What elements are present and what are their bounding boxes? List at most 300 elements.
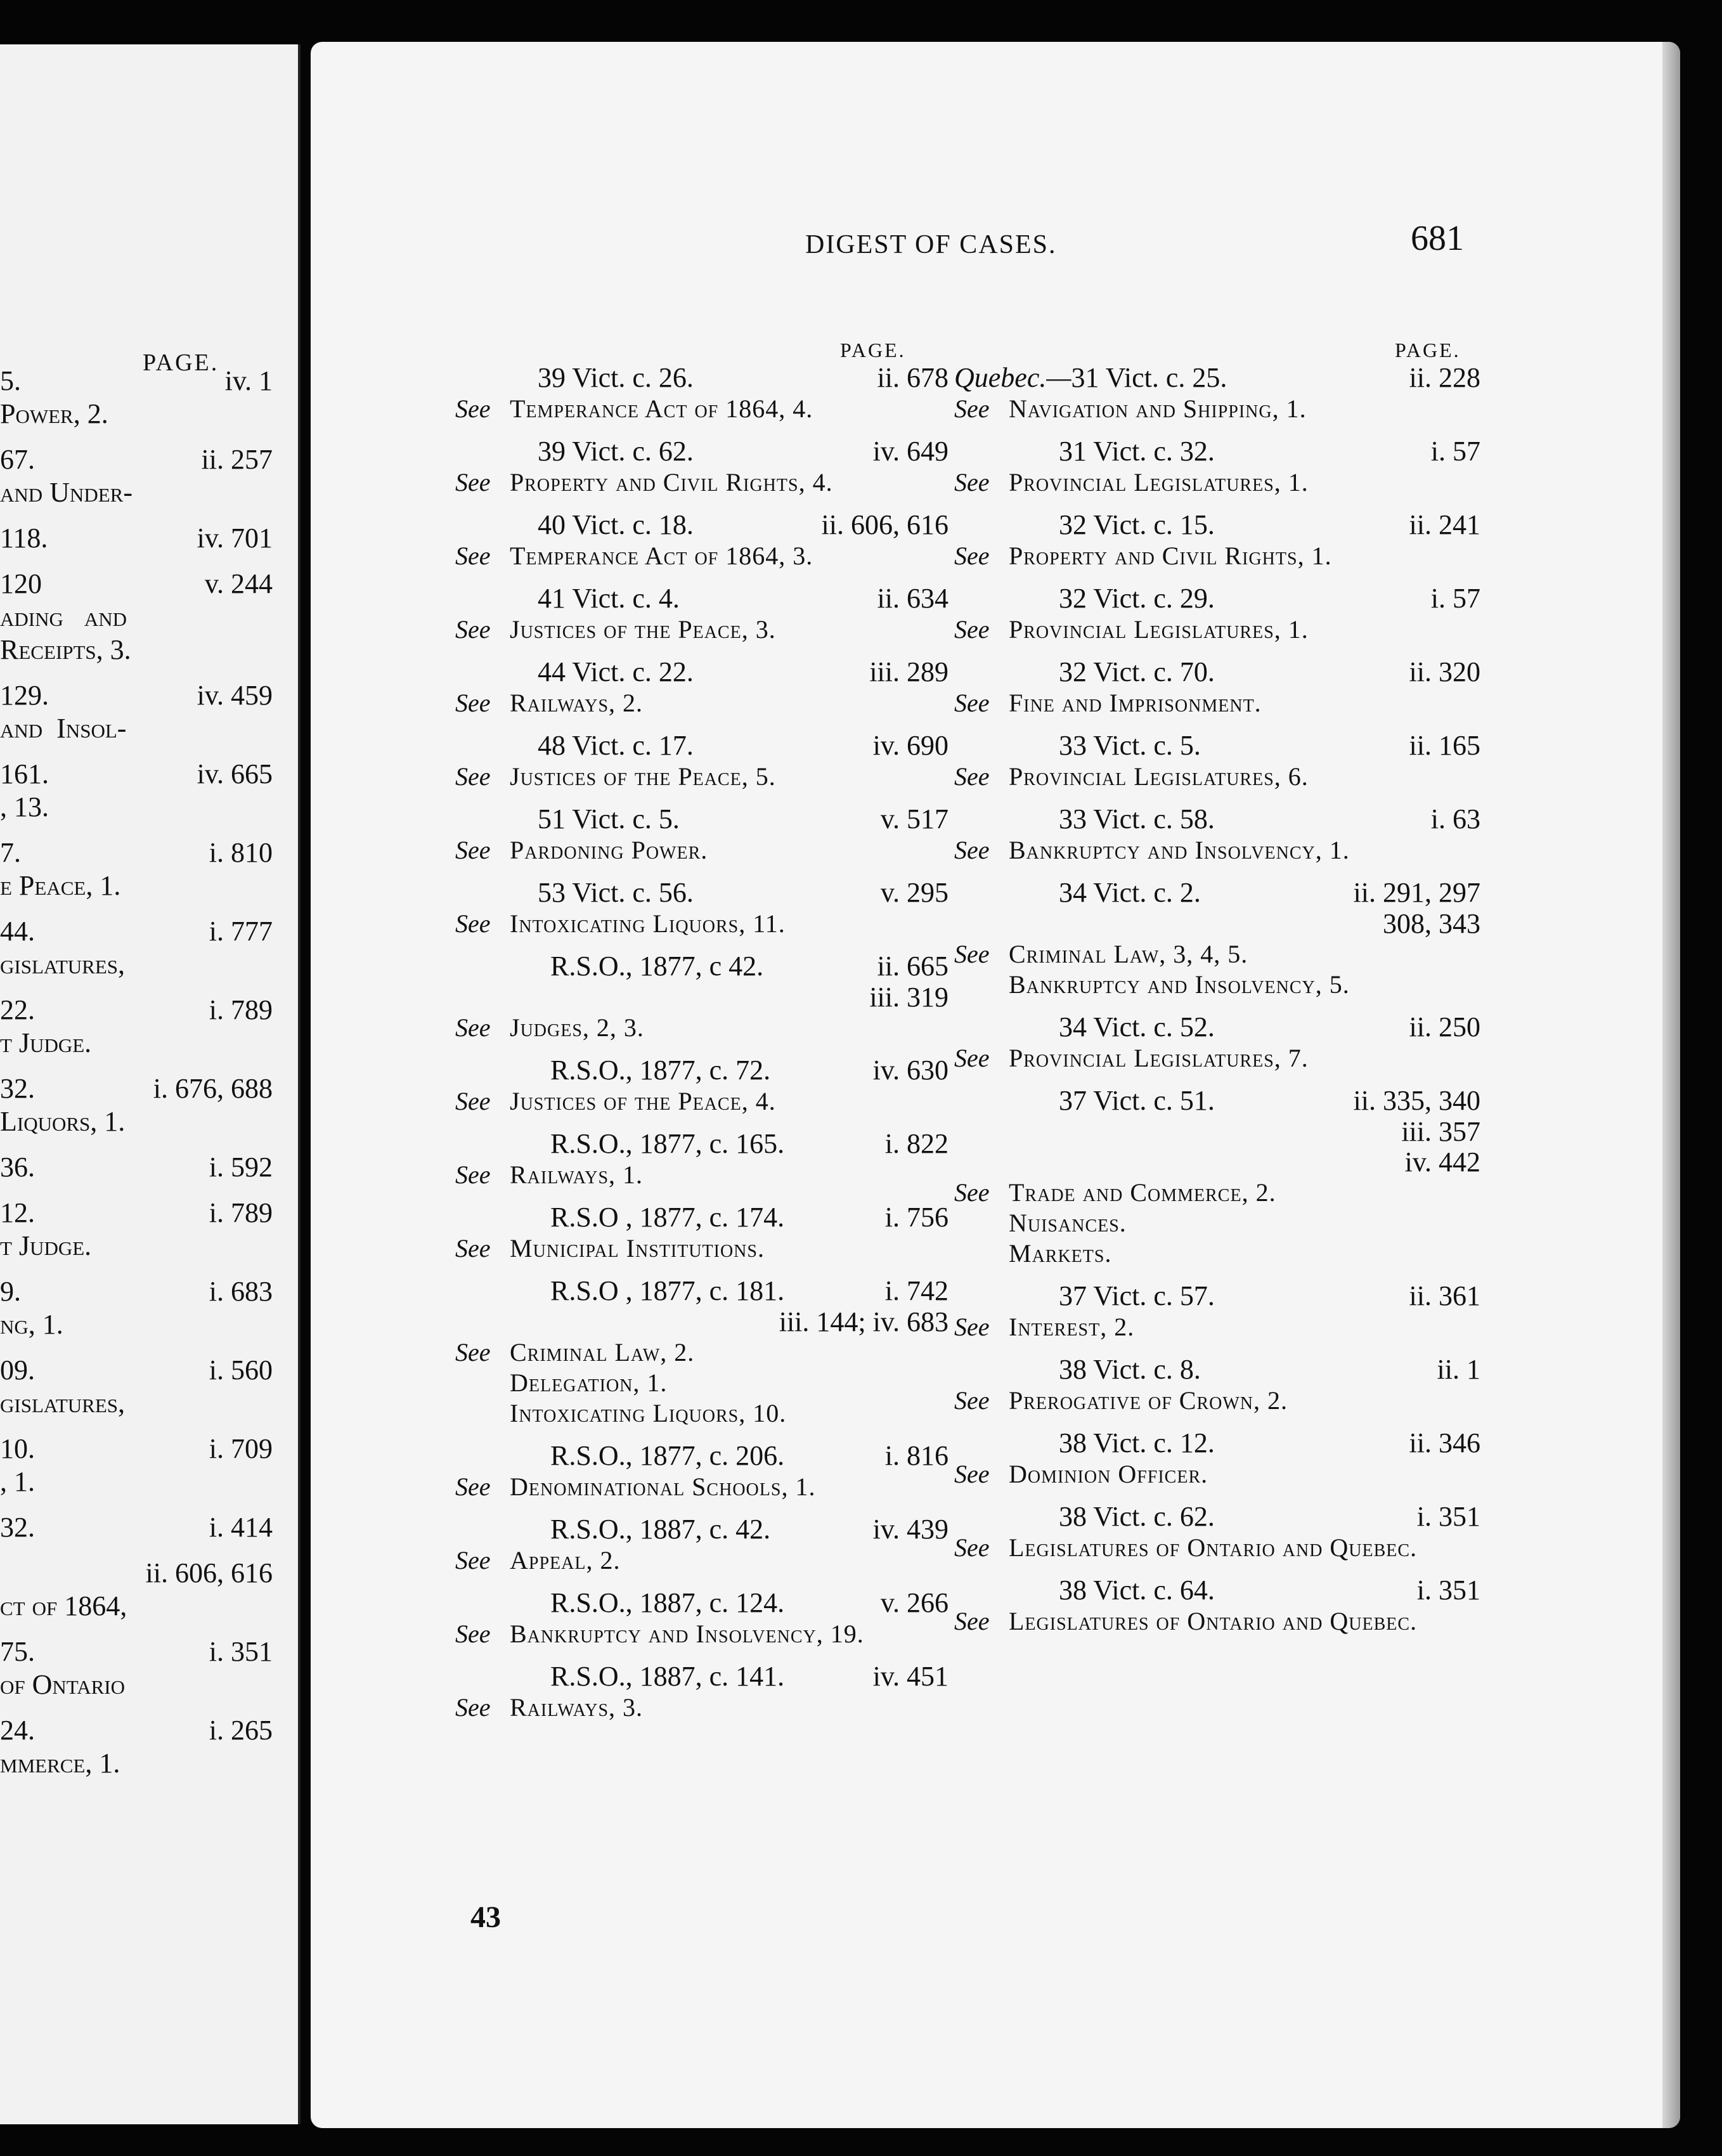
- reference-continuation: iii. 357: [1401, 1116, 1480, 1147]
- statute-citation: 41 Vict. c. 4.: [538, 583, 680, 614]
- digest-entry: [455, 1055, 948, 1117]
- statute-citation: 34 Vict. c. 2.: [1059, 877, 1201, 908]
- cross-reference: [455, 688, 948, 718]
- cross-reference: [954, 614, 1480, 645]
- left-fragment-text: Liquors, 1.: [0, 1106, 126, 1137]
- entry-citation: [954, 509, 1480, 541]
- volume-page-reference: i. 756: [884, 1202, 948, 1233]
- left-fragment-text: 67.: [0, 444, 35, 475]
- entry-citation: [455, 730, 948, 762]
- volume-page-reference: ii. 291, 297: [1353, 877, 1480, 908]
- volume-page-reference: iii. 289: [869, 656, 948, 687]
- see-label: See: [954, 542, 990, 570]
- cross-reference-topic: Temperance Act of 1864, 4.: [510, 394, 813, 423]
- volume-page-reference: iv. 630: [872, 1055, 948, 1086]
- cross-reference-topic: Interest, 2.: [1009, 1313, 1135, 1341]
- page-number: 681: [1411, 219, 1464, 258]
- cross-reference-topic: Legislatures of Ontario and Quebec.: [1009, 1607, 1418, 1635]
- entry-citation: [954, 656, 1480, 688]
- see-label: See: [455, 468, 491, 497]
- statute-citation: R.S.O , 1877, c. 174.: [550, 1202, 785, 1233]
- left-fragment-text: ct of 1864,: [0, 1590, 127, 1621]
- entry-citation: [455, 803, 948, 835]
- left-fragment-text: , 1.: [0, 1466, 35, 1497]
- entry-citation: [455, 1661, 948, 1692]
- volume-page-reference: i. 63: [1430, 803, 1480, 834]
- digest-entry: [455, 951, 948, 1043]
- cross-reference-topic: Legislatures of Ontario and Quebec.: [1009, 1533, 1418, 1562]
- cross-reference: [455, 1368, 948, 1398]
- volume-page-reference: i. 351: [1416, 1575, 1480, 1606]
- see-label: See: [954, 762, 990, 791]
- entry-citation: [455, 656, 948, 688]
- volume-page-reference: i. 822: [884, 1128, 948, 1159]
- see-label: See: [954, 1386, 990, 1415]
- digest-entry: [954, 362, 1480, 424]
- left-fragment-ref: i. 265: [209, 1715, 273, 1746]
- left-page-header: PAGE.: [143, 349, 219, 376]
- left-fragment-ref: ii. 257: [201, 444, 273, 475]
- see-label: See: [954, 836, 990, 864]
- left-fragment-text: 120: [0, 568, 42, 599]
- left-fragment-ref: i. 351: [209, 1636, 273, 1667]
- see-label: See: [954, 940, 990, 968]
- see-label: See: [954, 1044, 990, 1072]
- cross-reference-topic: Prerogative of Crown, 2.: [1009, 1386, 1288, 1415]
- volume-page-reference: v. 517: [880, 803, 948, 834]
- volume-page-reference: ii. 335, 340: [1353, 1085, 1480, 1116]
- volume-page-reference: ii. 361: [1409, 1280, 1480, 1311]
- left-fragment-text: 118.: [0, 523, 48, 554]
- volume-page-reference: iv. 439: [872, 1514, 948, 1545]
- digest-entry: [455, 436, 948, 498]
- statute-citation: [954, 362, 1227, 394]
- left-fragment-text: 7.: [0, 837, 21, 868]
- cross-reference: [455, 1337, 948, 1368]
- cross-reference: [455, 1233, 948, 1264]
- see-label: See: [954, 468, 990, 497]
- entry-citation: [954, 1085, 1480, 1117]
- see-label: See: [455, 1472, 491, 1501]
- see-label: See: [455, 1013, 491, 1042]
- left-fragment-text: Power, 2.: [0, 398, 108, 429]
- left-fragment-text: 9.: [0, 1276, 21, 1307]
- left-fragment-text: 36.: [0, 1152, 35, 1183]
- left-fragment-text: t Judge.: [0, 1027, 92, 1058]
- cross-reference: [455, 1398, 948, 1429]
- statute-citation: 40 Vict. c. 18.: [538, 509, 694, 540]
- right-column-page-label: PAGE.: [1395, 339, 1461, 361]
- left-fragment-text: and Insol-: [0, 713, 127, 744]
- left-fragment-text: gislatures,: [0, 1387, 126, 1419]
- entry-citation: [954, 436, 1480, 467]
- left-fragment-ref: i. 592: [209, 1152, 273, 1183]
- left-fragment-ref: i. 810: [209, 837, 273, 868]
- see-label: See: [954, 1460, 990, 1488]
- cross-reference: [954, 1459, 1480, 1490]
- statute-citation: R.S.O., 1877, c. 72.: [550, 1055, 771, 1086]
- digest-entry: [455, 583, 948, 645]
- entry-citation: [455, 1202, 948, 1233]
- digest-entry: [455, 877, 948, 939]
- entry-citation: [954, 362, 1480, 394]
- digest-entry: [455, 1275, 948, 1429]
- volume-page-reference: v. 266: [880, 1587, 948, 1618]
- volume-page-reference: ii. 665: [877, 951, 948, 982]
- entry-citation: [954, 730, 1480, 762]
- digest-entry: [954, 509, 1480, 571]
- left-fragment-ref: i. 683: [209, 1276, 273, 1307]
- left-fragment-ref: i. 777: [209, 916, 273, 947]
- left-fragment-text: 24.: [0, 1715, 35, 1746]
- digest-entry: [455, 1440, 948, 1502]
- cross-reference: [455, 467, 948, 498]
- cross-reference-topic: Trade and Commerce, 2.: [1009, 1178, 1276, 1207]
- left-fragment-text: of Ontario: [0, 1669, 126, 1700]
- statute-citation: 38 Vict. c. 8.: [1059, 1354, 1201, 1385]
- entry-citation: [954, 1011, 1480, 1043]
- volume-page-reference: i. 742: [884, 1275, 948, 1306]
- cross-reference: [455, 835, 948, 866]
- left-fragment-text: t Judge.: [0, 1230, 92, 1261]
- left-fragment-text: 22.: [0, 994, 35, 1025]
- cross-reference-topic: Fine and Imprisonment.: [1009, 689, 1262, 717]
- reference-continuation: 308, 343: [1383, 908, 1480, 939]
- cross-reference-topic: Dominion Officer.: [1009, 1460, 1208, 1488]
- cross-reference-topic: Bankruptcy and Insolvency, 1.: [1009, 836, 1350, 864]
- cross-reference: [455, 394, 948, 424]
- left-fragment-text: mmerce, 1.: [0, 1748, 120, 1779]
- see-label: See: [455, 689, 491, 717]
- digest-entry: [954, 1280, 1480, 1342]
- statute-citation: R.S.O., 1887, c. 124.: [550, 1587, 785, 1618]
- digest-entry: [954, 877, 1480, 1000]
- volume-page-reference: ii. 634: [877, 583, 948, 614]
- entry-citation: [455, 1055, 948, 1086]
- left-fragment-text: ng, 1.: [0, 1309, 63, 1340]
- volume-page-reference: ii. 346: [1409, 1427, 1480, 1458]
- cross-reference: [954, 394, 1480, 424]
- cross-reference: [455, 1619, 948, 1649]
- volume-page-reference: ii. 606, 616: [821, 509, 948, 540]
- see-label: See: [954, 615, 990, 644]
- left-fragment-text: Receipts, 3.: [0, 634, 131, 665]
- page-edge: [1662, 42, 1680, 2128]
- entry-citation: [455, 436, 948, 467]
- cross-reference-topic: Criminal Law, 2.: [510, 1338, 695, 1367]
- statute-citation: 32 Vict. c. 70.: [1059, 656, 1215, 687]
- cross-reference: [954, 1533, 1480, 1563]
- left-fragment-ref: i. 789: [209, 994, 273, 1025]
- entry-citation: [455, 1440, 948, 1472]
- running-title: DIGEST OF CASES.: [805, 230, 1057, 259]
- statute-citation: 33 Vict. c. 5.: [1059, 730, 1201, 761]
- digest-entry: [954, 730, 1480, 792]
- cross-reference-topic: Criminal Law, 3, 4, 5.: [1009, 940, 1248, 968]
- entry-citation: [455, 583, 948, 614]
- left-fragment-text: 161.: [0, 758, 49, 789]
- volume-page-reference: ii. 165: [1409, 730, 1480, 761]
- digest-entry: [954, 1354, 1480, 1416]
- cross-reference: [954, 1386, 1480, 1416]
- left-fragment-ref: iv. 701: [197, 523, 273, 554]
- cross-reference: [954, 1238, 1480, 1269]
- volume-page-reference: ii. 320: [1409, 656, 1480, 687]
- cross-reference-topic: Nuisances.: [1009, 1209, 1127, 1237]
- see-label: See: [455, 1160, 491, 1189]
- statute-citation: 37 Vict. c. 51.: [1059, 1085, 1215, 1116]
- cross-reference-topic: Provincial Legislatures, 7.: [1009, 1044, 1309, 1072]
- left-fragment-ref: iv. 459: [197, 680, 273, 711]
- digest-entry: [954, 1501, 1480, 1563]
- cross-reference-topic: Intoxicating Liquors, 10.: [510, 1399, 787, 1427]
- see-label: See: [455, 1087, 491, 1115]
- see-label: See: [455, 1234, 491, 1263]
- statute-citation: R.S.O , 1877, c. 181.: [550, 1275, 785, 1306]
- cross-reference-topic: Navigation and Shipping, 1.: [1009, 394, 1307, 423]
- statute-citation: 32 Vict. c. 15.: [1059, 509, 1215, 540]
- volume-page-reference: iv. 649: [872, 436, 948, 467]
- statute-citation: 48 Vict. c. 17.: [538, 730, 694, 761]
- cross-reference: [954, 835, 1480, 866]
- see-label: See: [455, 1693, 491, 1722]
- cross-reference-topic: Provincial Legislatures, 1.: [1009, 468, 1309, 497]
- statute-citation: 34 Vict. c. 52.: [1059, 1011, 1215, 1042]
- cross-reference-topic: Railways, 3.: [510, 1693, 644, 1722]
- digest-entry: [954, 1011, 1480, 1074]
- cross-reference-topic: Bankruptcy and Insolvency, 19.: [510, 1620, 864, 1648]
- left-fragment-text: 32.: [0, 1073, 35, 1104]
- signature-mark: 43: [470, 1900, 501, 1934]
- cross-reference-topic: Justices of the Peace, 3.: [510, 615, 776, 644]
- entry-citation: [455, 1514, 948, 1545]
- entry-citation: [954, 877, 1480, 909]
- volume-page-reference: iv. 451: [872, 1661, 948, 1692]
- cross-reference: [954, 688, 1480, 718]
- cross-reference: [455, 541, 948, 571]
- cross-reference: [455, 1545, 948, 1576]
- reference-continuation: iii. 144; iv. 683: [779, 1306, 948, 1337]
- cross-reference-topic: Railways, 2.: [510, 689, 644, 717]
- digest-entry: [455, 803, 948, 866]
- see-label: See: [455, 615, 491, 644]
- cross-reference: [954, 762, 1480, 792]
- statute-citation: R.S.O., 1877, c. 206.: [550, 1440, 785, 1471]
- cross-reference: [954, 541, 1480, 571]
- cross-reference: [455, 1086, 948, 1117]
- left-column: [455, 362, 948, 1734]
- cross-reference: [954, 1208, 1480, 1238]
- volume-page-reference: ii. 1: [1437, 1354, 1480, 1385]
- digest-entry: [954, 583, 1480, 645]
- digest-entry: [954, 656, 1480, 718]
- reference-continuation: iv. 442: [1404, 1146, 1480, 1178]
- cross-reference-topic: Justices of the Peace, 5.: [510, 762, 776, 791]
- volume-page-reference: ii. 241: [1409, 509, 1480, 540]
- left-fragment-text: and Under-: [0, 477, 133, 508]
- volume-page-reference: i. 57: [1430, 583, 1480, 614]
- left-fragment-ref: i. 414: [209, 1512, 273, 1543]
- statute-citation: 51 Vict. c. 5.: [538, 803, 680, 834]
- digest-entry: [954, 436, 1480, 498]
- statute-citation: 39 Vict. c. 26.: [538, 362, 694, 393]
- entry-citation: [455, 951, 948, 982]
- left-fragment-ref: i. 709: [209, 1433, 273, 1464]
- province-prefix: Quebec.—: [954, 362, 1071, 393]
- cross-reference-topic: Property and Civil Rights, 4.: [510, 468, 833, 497]
- reference-continuation: iii. 319: [869, 982, 948, 1013]
- digest-entry: [954, 803, 1480, 866]
- entry-citation: [455, 1128, 948, 1160]
- see-label: See: [455, 909, 491, 938]
- cross-reference: [455, 1472, 948, 1502]
- statute-citation: 38 Vict. c. 64.: [1059, 1575, 1215, 1606]
- entry-citation: [954, 1354, 1480, 1386]
- digest-entry: [455, 1661, 948, 1723]
- left-fragment-text: 12.: [0, 1197, 35, 1228]
- cross-reference: [455, 1160, 948, 1190]
- entry-citation: [954, 803, 1480, 835]
- left-fragment-text: , 13.: [0, 791, 49, 822]
- volume-page-reference: ii. 250: [1409, 1011, 1480, 1042]
- cross-reference-topic: Temperance Act of 1864, 3.: [510, 542, 813, 570]
- see-label: See: [954, 394, 990, 423]
- cross-reference: [455, 614, 948, 645]
- cross-reference-topic: Railways, 1.: [510, 1160, 644, 1189]
- left-fragment-text: 09.: [0, 1354, 35, 1386]
- digest-entry: [455, 509, 948, 571]
- statute-citation: 31 Vict. c. 32.: [1059, 436, 1215, 467]
- left-fragment-ref: i. 789: [209, 1197, 273, 1228]
- cross-reference: [455, 1013, 948, 1043]
- volume-page-reference: i. 816: [884, 1440, 948, 1471]
- cross-reference-topic: Appeal, 2.: [510, 1546, 621, 1575]
- statute-citation: 38 Vict. c. 62.: [1059, 1501, 1215, 1532]
- see-label: See: [455, 1338, 491, 1367]
- cross-reference-topic: Judges, 2, 3.: [510, 1013, 644, 1042]
- see-label: See: [455, 542, 491, 570]
- see-label: See: [455, 394, 491, 423]
- left-fragment-text: 10.: [0, 1433, 35, 1464]
- cross-reference: [954, 1043, 1480, 1074]
- volume-page-reference: ii. 678: [877, 362, 948, 393]
- volume-page-reference: i. 351: [1416, 1501, 1480, 1532]
- statute-citation: R.S.O., 1887, c. 141.: [550, 1661, 785, 1692]
- left-fragment-text: 129.: [0, 680, 49, 711]
- see-label: See: [954, 1533, 990, 1562]
- cross-reference-topic: Intoxicating Liquors, 11.: [510, 909, 786, 938]
- left-fragment-text: 32.: [0, 1512, 35, 1543]
- entry-citation: [954, 1501, 1480, 1533]
- left-fragment-ref: i. 560: [209, 1354, 273, 1386]
- see-label: See: [455, 836, 491, 864]
- left-fragment-ref: iv. 1: [224, 365, 273, 396]
- see-label: See: [954, 1313, 990, 1341]
- cross-reference-topic: Property and Civil Rights, 1.: [1009, 542, 1332, 570]
- statute-citation: 38 Vict. c. 12.: [1059, 1427, 1215, 1458]
- left-fragment-text: e Peace, 1.: [0, 870, 121, 901]
- see-label: See: [954, 689, 990, 717]
- left-fragment-text: 44.: [0, 916, 35, 947]
- left-fragment-text: 75.: [0, 1636, 35, 1667]
- digest-entry: [455, 1587, 948, 1649]
- left-fragment-ref: ii. 606, 616: [145, 1557, 273, 1588]
- cross-reference: [954, 970, 1480, 1000]
- entry-citation: [455, 1587, 948, 1619]
- cross-reference-topic: Provincial Legislatures, 6.: [1009, 762, 1309, 791]
- left-facing-page: [0, 44, 301, 2124]
- cross-reference: [954, 1606, 1480, 1637]
- left-fragment-ref: iv. 665: [197, 758, 273, 789]
- digest-entry: [455, 1514, 948, 1576]
- right-column: [954, 362, 1480, 1648]
- main-page: [311, 42, 1680, 2128]
- cross-reference-topic: Justices of the Peace, 4.: [510, 1087, 776, 1115]
- left-fragment-text: gislatures,: [0, 949, 126, 980]
- cross-reference-topic: Denominational Schools, 1.: [510, 1472, 816, 1501]
- volume-page-reference: v. 295: [880, 877, 948, 908]
- digest-entry: [455, 730, 948, 792]
- cross-reference-topic: Municipal Institutions.: [510, 1234, 765, 1263]
- entry-citation: [954, 1280, 1480, 1312]
- cross-reference-topic: Bankruptcy and Insolvency, 5.: [1009, 970, 1350, 999]
- statute-citation: R.S.O., 1877, c. 165.: [550, 1128, 785, 1159]
- see-label: See: [954, 1607, 990, 1635]
- statute-citation: R.S.O., 1877, c 42.: [550, 951, 764, 982]
- statute-citation: 44 Vict. c. 22.: [538, 656, 694, 687]
- cross-reference: [455, 762, 948, 792]
- statute-citation: 53 Vict. c. 56.: [538, 877, 694, 908]
- cross-reference-topic: Markets.: [1009, 1239, 1112, 1268]
- cross-reference: [954, 467, 1480, 498]
- statute-citation: 39 Vict. c. 62.: [538, 436, 694, 467]
- cross-reference: [455, 909, 948, 939]
- statute-citation: 33 Vict. c. 58.: [1059, 803, 1215, 834]
- cross-reference: [954, 1312, 1480, 1342]
- digest-entry: [954, 1085, 1480, 1269]
- cross-reference: [455, 1692, 948, 1723]
- see-label: See: [455, 762, 491, 791]
- cross-reference-topic: Provincial Legislatures, 1.: [1009, 615, 1309, 644]
- volume-page-reference: i. 57: [1430, 436, 1480, 467]
- entry-citation: [455, 877, 948, 909]
- digest-entry: [954, 1427, 1480, 1490]
- left-column-page-label: PAGE.: [840, 339, 906, 361]
- entry-citation: [455, 362, 948, 394]
- left-fragment-ref: v. 244: [204, 568, 273, 599]
- see-label: See: [954, 1178, 990, 1207]
- digest-entry: [455, 1128, 948, 1190]
- cross-reference-topic: Pardoning Power.: [510, 836, 708, 864]
- see-label: See: [455, 1620, 491, 1648]
- cross-reference: [954, 1178, 1480, 1208]
- entry-citation: [954, 1427, 1480, 1459]
- see-label: See: [455, 1546, 491, 1575]
- left-fragment-text: 5.: [0, 365, 21, 396]
- left-fragment-ref: i. 676, 688: [153, 1073, 273, 1104]
- statute-citation: 37 Vict. c. 57.: [1059, 1280, 1215, 1311]
- left-fragment-text: ading and: [0, 601, 127, 632]
- cross-reference-topic: Delegation, 1.: [510, 1368, 668, 1397]
- digest-entry: [954, 1575, 1480, 1637]
- digest-entry: [455, 362, 948, 424]
- volume-page-reference: iv. 690: [872, 730, 948, 761]
- statute-citation: R.S.O., 1887, c. 42.: [550, 1514, 771, 1545]
- digest-entry: [455, 656, 948, 718]
- digest-entry: [455, 1202, 948, 1264]
- statute-citation: 32 Vict. c. 29.: [1059, 583, 1215, 614]
- entry-citation: [954, 583, 1480, 614]
